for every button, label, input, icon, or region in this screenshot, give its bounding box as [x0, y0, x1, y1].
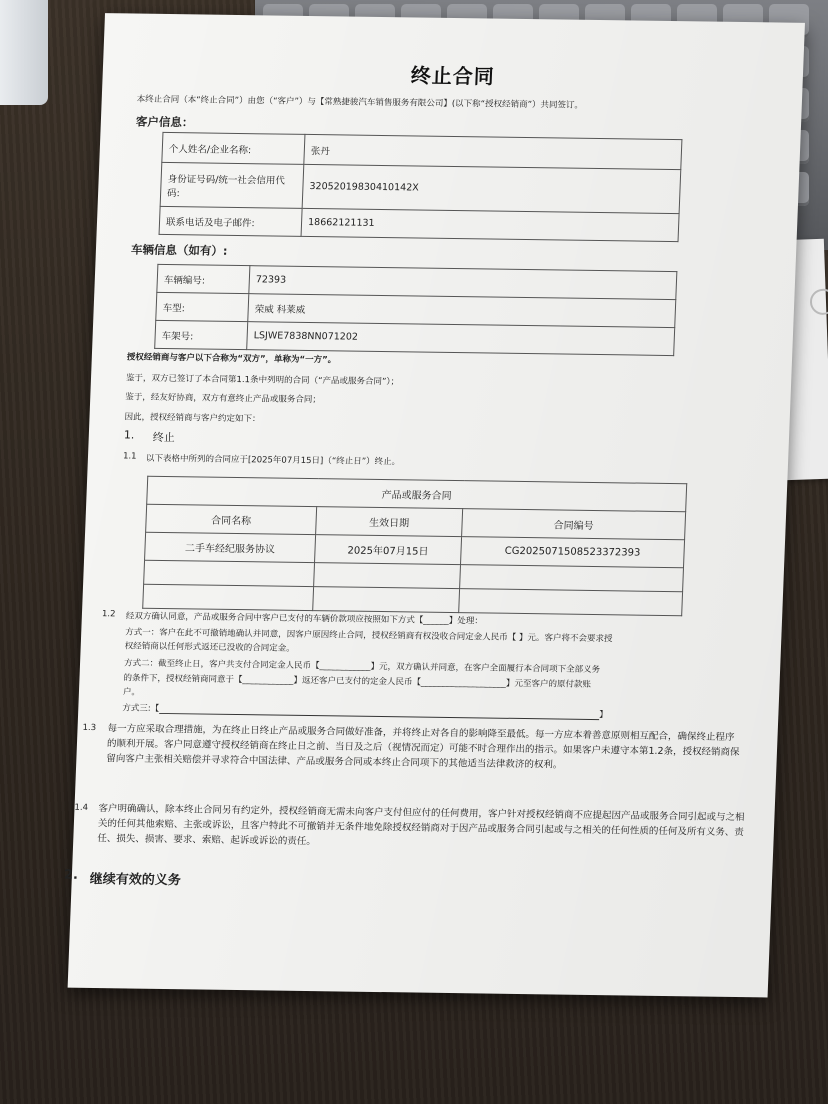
- vehicle-model-value: 荣威 科莱威: [248, 294, 676, 328]
- intro-text: 本终止合同（本“终止合同”）由您（“客户”）与【常熟捷骏汽车销售服务有限公司】(以下称“授权经销商”）共同签订。: [136, 94, 584, 111]
- contract-cell-empty: [460, 565, 684, 592]
- contract-table-caption: 产品或服务合同: [147, 476, 687, 512]
- contract-header-name: 合同名称: [146, 504, 317, 534]
- termination-contract-page: [63, 13, 805, 997]
- vehicle-number-label: 车辆编号:: [157, 264, 250, 293]
- contract-cell-empty: [143, 584, 314, 610]
- clause-1-4-text: 客户明确确认，除本终止合同另有约定外，授权经销商无需未向客户支付但应付的任何费用，客户针对授权经销商不应提起因产品或服务合同引起或与之相关的任何其他索赔、主张或诉讼，且客户特此不可撤销并无条件地免除授权经销商对于因产品或服务合同引起或与之相关的任何性质的任何及所有义务、责任、损失、损害、要求、索赔、起诉或诉讼的责任。: [97, 803, 745, 848]
- section-1-title: 终止: [152, 430, 176, 445]
- vehicle-section-title: 车辆信息（如有）:: [130, 242, 228, 258]
- contract-cell-empty: [314, 563, 461, 589]
- monitor-stand-background: [0, 0, 48, 105]
- customer-contact-value: 18662121131: [301, 208, 679, 241]
- recital-intent: 鉴于，经友好协商，双方有意终止产品或服务合同；: [125, 392, 321, 406]
- recital-parties: 授权经销商与客户以下合称为“双方”，单称为“一方”。: [126, 352, 337, 366]
- clause-1-2-number: 1.2: [101, 609, 116, 620]
- contract-cell-name: 二手车经纪服务协议: [145, 532, 316, 562]
- clause-1-2-line4: 方式二：截至终止日，客户共支付合同定金人民币【____________】元，双方确认并同意，在客户全面履行本合同项下全部义务: [123, 658, 601, 676]
- customer-info-table: [159, 132, 683, 242]
- contract-header-date: 生效日期: [316, 507, 463, 537]
- vehicle-vin-label: 车架号:: [155, 320, 248, 349]
- clause-1-2-line3: 权经销商以任何形式返还已没收的合同定金。: [124, 641, 295, 654]
- clause-1-1-text: 以下表格中所列的合同应于[2025年07月15日]（“终止日”）终止。: [145, 453, 401, 468]
- section-2-title: 继续有效的义务: [89, 871, 182, 889]
- contract-table: [142, 476, 687, 616]
- section-1-number: 1.: [123, 428, 135, 442]
- clause-1-4-number: 1.4: [74, 802, 89, 813]
- clause-1-2-line5: 的条件下，授权经销商同意于【____________】返还客户已支付的定金人民币【____________________】元至客户的原付款账: [123, 673, 592, 690]
- section-2-number: 2.: [63, 867, 79, 883]
- vehicle-number-value: 72393: [249, 266, 677, 300]
- clause-1-1-number: 1.1: [122, 451, 137, 462]
- method-three-label: 方式三:【: [122, 703, 160, 714]
- customer-name-value: 张丹: [304, 134, 682, 169]
- clause-1-2-line2: 方式一：客户在此不可撤销地确认并同意，因客户原因终止合同，授权经销商有权没收合同定金人民币【 】元。客户将不会要求授: [125, 627, 613, 645]
- clause-1-3-text: 每一方应采取合理措施，为在终止日终止产品或服务合同做好准备，并将终止对各自的影响降至最低。每一方应本着善意原则相互配合，确保终止程序的顺利开展。客户同意遵守授权经销商在终止日之前、当日及之后（视情况而定）可能不时合理作出的指示。如果客户未遵守本第1.2条，授权经销商保留向客户主张相关赔偿并寻求符合中国法律、产品或服务合同或本终止合同项下的其他适当法律救济的权利。: [106, 723, 740, 771]
- table-row: [155, 320, 675, 355]
- contract-cell-empty: [459, 589, 683, 616]
- customer-contact-label: 联系电话及电子邮件:: [159, 206, 302, 236]
- customer-name-label: 个人姓名/企业名称:: [162, 132, 305, 164]
- contract-cell-empty: [144, 560, 315, 586]
- customer-section-title: 客户信息：: [135, 114, 194, 130]
- table-row: [159, 206, 679, 241]
- clause-1-2-line1: 经双方确认同意，产品或服务合同中客户已支付的车辆价款项应按照如下方式【______】处理：: [125, 611, 484, 627]
- vehicle-info-table: [154, 264, 677, 356]
- contract-cell-date: 2025年07月15日: [315, 535, 462, 565]
- vehicle-vin-value: LSJWE7838NN071202: [247, 322, 675, 356]
- recital-signed: 鉴于，双方已签订了本合同第1.1条中列明的合同（“产品或服务合同”）；: [125, 373, 400, 388]
- clause-1-2-line6: 户。: [122, 687, 141, 698]
- contract-cell-number: CG2025071508523372393: [461, 537, 685, 568]
- contract-cell-empty: [313, 587, 460, 613]
- vehicle-model-label: 车型:: [156, 292, 249, 321]
- customer-id-value: 32052019830410142X: [302, 164, 681, 213]
- customer-id-label: 身份证号码/统一社会信用代码:: [160, 162, 304, 208]
- recital-agreement: 因此，授权经销商与客户约定如下：: [124, 412, 261, 425]
- method-three-blank: [159, 705, 599, 720]
- contract-header-number: 合同编号: [462, 509, 686, 540]
- clause-1-3-number: 1.3: [82, 722, 97, 734]
- document-title: 终止合同: [410, 63, 496, 89]
- table-row: [160, 162, 681, 213]
- clause-1-2-line7: 方式三:【】: [122, 703, 608, 721]
